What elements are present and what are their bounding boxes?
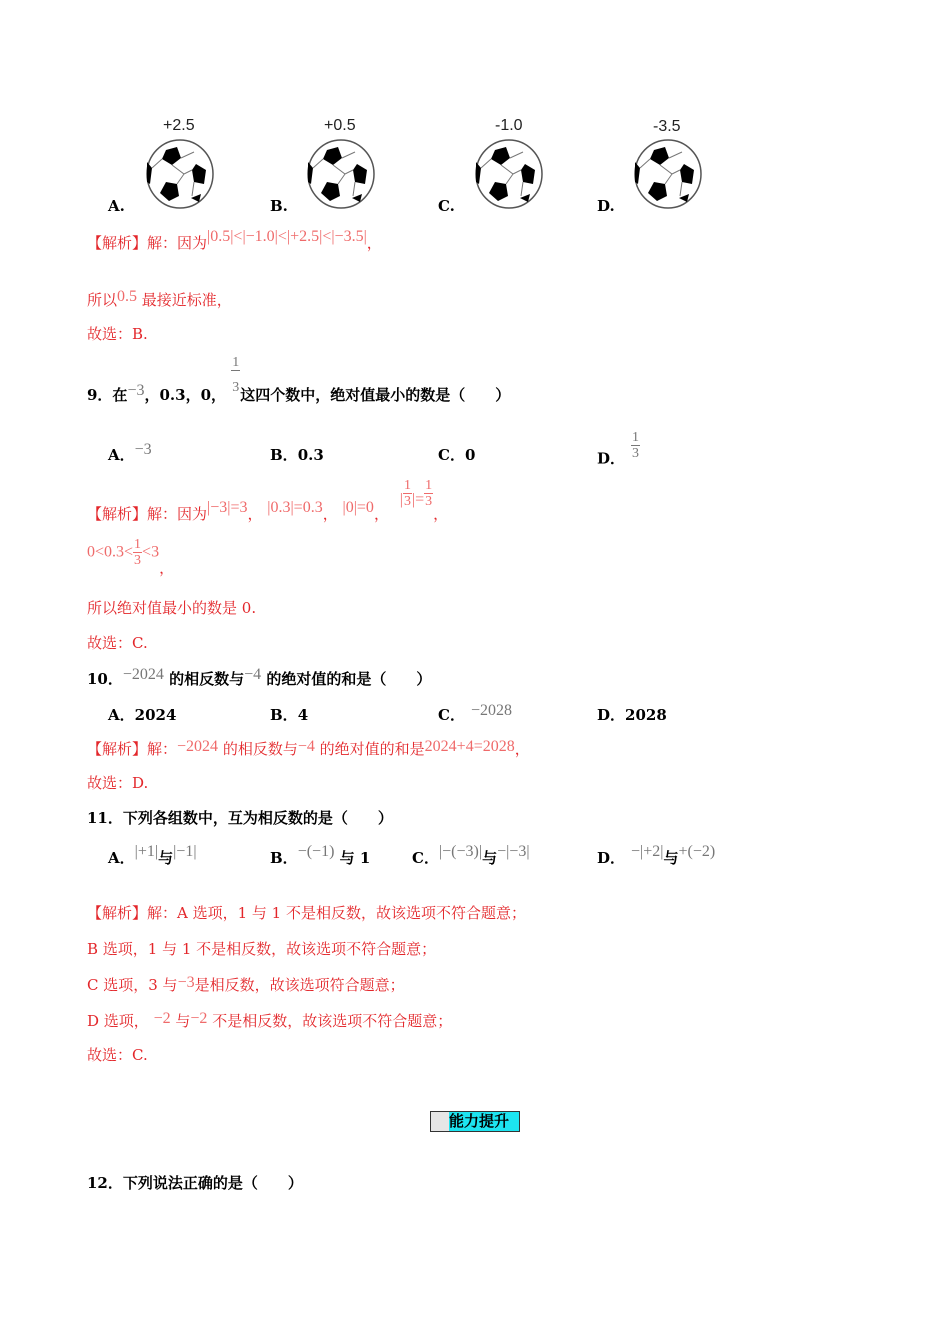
math-expr: |−3|=3 bbox=[207, 499, 248, 516]
math-expr: −4 bbox=[297, 738, 315, 755]
q9-option-c bbox=[438, 444, 475, 465]
math-expr: −2024 bbox=[177, 738, 219, 755]
text: 与 bbox=[482, 849, 498, 867]
text: 的相反数与 bbox=[222, 740, 298, 758]
numerator: 1 bbox=[632, 430, 640, 445]
math-expr: −4 bbox=[244, 666, 262, 683]
text: 的绝对值的和是（ ） bbox=[266, 670, 432, 688]
section-badge bbox=[430, 1111, 520, 1132]
analysis-label: 【解析】解：因为 bbox=[87, 505, 208, 523]
denominator: 3 bbox=[232, 380, 240, 395]
text: 这四个数中，绝对值最小的数是（ ） bbox=[240, 386, 511, 404]
punct: ， bbox=[159, 558, 175, 577]
math-expr: |= bbox=[411, 491, 425, 508]
punct: ， bbox=[433, 505, 449, 523]
math-expr: −(−1) bbox=[297, 843, 335, 860]
option-value: 0.3 bbox=[297, 446, 324, 464]
option-letter: C． bbox=[438, 706, 465, 724]
punct: ， bbox=[514, 740, 530, 758]
numerator: 1 bbox=[425, 478, 433, 493]
q11-option-c bbox=[412, 843, 530, 868]
q11-analysis-line-1: 【解析】解：A 选项，1 与 1 不是相反数，故该选项不符合题意； bbox=[87, 904, 526, 922]
punct: ， bbox=[373, 505, 389, 523]
text: 与 bbox=[663, 849, 679, 867]
option-letter: B． bbox=[270, 446, 298, 464]
math-expr: 0<0.3< bbox=[87, 543, 134, 561]
math-expr: +(−2) bbox=[678, 843, 716, 860]
q10-stem bbox=[87, 668, 431, 689]
math-expr: −|+2| bbox=[631, 843, 664, 860]
math-expr: |0|=0 bbox=[342, 499, 374, 516]
option-c-letter: C. bbox=[438, 197, 455, 215]
option-letter: D． bbox=[597, 449, 626, 468]
q11-option-d bbox=[597, 843, 716, 868]
q11-answer: 故选：C. bbox=[87, 1046, 148, 1064]
fraction bbox=[133, 537, 142, 568]
option-a-letter: A. bbox=[108, 197, 125, 215]
section-title: 能力提升 bbox=[449, 1112, 519, 1131]
numerator: 1 bbox=[403, 478, 411, 493]
denominator: 3 bbox=[632, 446, 640, 461]
punct: ， bbox=[247, 505, 263, 523]
option-letter: A． bbox=[108, 446, 135, 464]
text: 的相反数与 bbox=[169, 670, 245, 688]
denominator: 3 bbox=[403, 494, 411, 509]
option-letter: C． bbox=[438, 446, 465, 464]
text: 9．在 bbox=[87, 386, 128, 404]
text: 不是相反数，故该选项不符合题意； bbox=[212, 1012, 453, 1030]
math-expr: −2024 bbox=[122, 666, 164, 683]
option-value: 0 bbox=[464, 446, 476, 464]
q9-option-b bbox=[270, 444, 324, 465]
q9-analysis bbox=[87, 478, 449, 523]
text: 的绝对值的和是 bbox=[319, 740, 425, 758]
q11-option-a bbox=[108, 843, 197, 868]
football-icon bbox=[632, 138, 704, 210]
q8-answer: 故选：B. bbox=[87, 325, 148, 343]
math-expr: | bbox=[399, 491, 403, 508]
football-icon bbox=[144, 138, 216, 210]
option-value: −3 bbox=[134, 441, 152, 458]
fraction bbox=[631, 430, 640, 461]
text: ，0.3，0， bbox=[144, 386, 227, 404]
option-value: 2024 bbox=[134, 706, 177, 724]
math-expr: |−1| bbox=[173, 843, 197, 860]
analysis-label: 【解析】解：因为 bbox=[87, 234, 208, 252]
option-a-value: +2.5 bbox=[163, 117, 195, 134]
math-expr: −2 bbox=[190, 1010, 208, 1027]
q10-answer: 故选：D. bbox=[87, 774, 149, 792]
denominator: 3 bbox=[134, 553, 142, 568]
text: C 选项，3 与 bbox=[87, 976, 178, 994]
math-expr: 0.5 bbox=[117, 288, 138, 305]
question-number: 10． bbox=[87, 670, 123, 688]
q9-answer: 故选：C. bbox=[87, 634, 148, 652]
denominator: 3 bbox=[425, 494, 433, 509]
punct: ， bbox=[322, 505, 338, 523]
text: 所以 bbox=[87, 291, 118, 309]
math-expr: |0.3|=0.3 bbox=[267, 499, 323, 516]
option-letter: D． bbox=[597, 849, 626, 867]
punct: ， bbox=[366, 234, 382, 252]
option-letter: C． bbox=[412, 849, 439, 867]
q9-option-a bbox=[108, 441, 152, 465]
option-b-value: +0.5 bbox=[324, 117, 356, 134]
fraction bbox=[424, 478, 433, 509]
option-letter: A． bbox=[108, 849, 135, 867]
option-letter: A． bbox=[108, 706, 135, 724]
q11-stem: 11．下列各组数中，互为相反数的是（ ） bbox=[87, 809, 393, 827]
option-letter: B． bbox=[270, 849, 298, 867]
math-expr: 2024+4=2028 bbox=[424, 738, 515, 755]
fraction bbox=[403, 478, 412, 509]
q10-option-b bbox=[270, 704, 308, 725]
fraction bbox=[231, 355, 240, 395]
math-expr: −2 bbox=[153, 1010, 171, 1027]
text: 最接近标准， bbox=[141, 291, 232, 309]
q10-option-d bbox=[597, 704, 667, 725]
math-expr: −3 bbox=[177, 974, 195, 991]
math-expr: −3 bbox=[127, 382, 145, 399]
analysis-label: 【解析】解： bbox=[87, 740, 178, 758]
option-value: 2028 bbox=[625, 706, 667, 724]
text: 与 bbox=[158, 849, 174, 867]
math-expr: |+1| bbox=[134, 843, 159, 860]
option-value: −2028 bbox=[470, 702, 512, 719]
math-expr: |0.5|<|−1.0|<|+2.5|<|−3.5| bbox=[207, 228, 367, 245]
q11-analysis-line-3 bbox=[87, 974, 405, 995]
option-d-value: -3.5 bbox=[653, 118, 681, 135]
option-value: 4 bbox=[297, 706, 309, 724]
q10-analysis bbox=[87, 738, 530, 759]
text: 是相反数，故该选项符合题意； bbox=[194, 976, 405, 994]
q9-inequality bbox=[87, 537, 175, 577]
football-icon bbox=[305, 138, 377, 210]
q11-analysis-line-4 bbox=[87, 1010, 452, 1031]
text: 与 bbox=[175, 1012, 191, 1030]
q10-option-c bbox=[438, 704, 512, 725]
q8-conclusion bbox=[87, 289, 232, 310]
q12-stem: 12．下列说法正确的是（ ） bbox=[87, 1174, 303, 1192]
text: D 选项， bbox=[87, 1012, 149, 1030]
option-c-value: -1.0 bbox=[495, 117, 523, 134]
math-expr: −|−3| bbox=[497, 843, 530, 860]
q11-option-b bbox=[270, 843, 371, 868]
option-b-letter: B. bbox=[270, 197, 288, 215]
text: 与 1 bbox=[339, 849, 371, 867]
option-letter: B． bbox=[270, 706, 298, 724]
q10-option-a bbox=[108, 704, 176, 725]
math-expr: |−(−3)| bbox=[438, 843, 483, 860]
numerator: 1 bbox=[232, 355, 240, 370]
q9-conclusion: 所以绝对值最小的数是 0. bbox=[87, 599, 257, 617]
q11-analysis-line-2: B 选项，1 与 1 不是相反数，故该选项不符合题意； bbox=[87, 940, 437, 958]
q9-stem bbox=[87, 355, 511, 404]
football-icon bbox=[473, 138, 545, 210]
q9-option-d bbox=[597, 430, 640, 475]
numerator: 1 bbox=[134, 537, 142, 552]
math-expr: <3 bbox=[142, 543, 160, 561]
option-letter: D． bbox=[597, 706, 626, 724]
q8-analysis bbox=[87, 228, 382, 253]
option-d-letter: D. bbox=[597, 197, 615, 215]
